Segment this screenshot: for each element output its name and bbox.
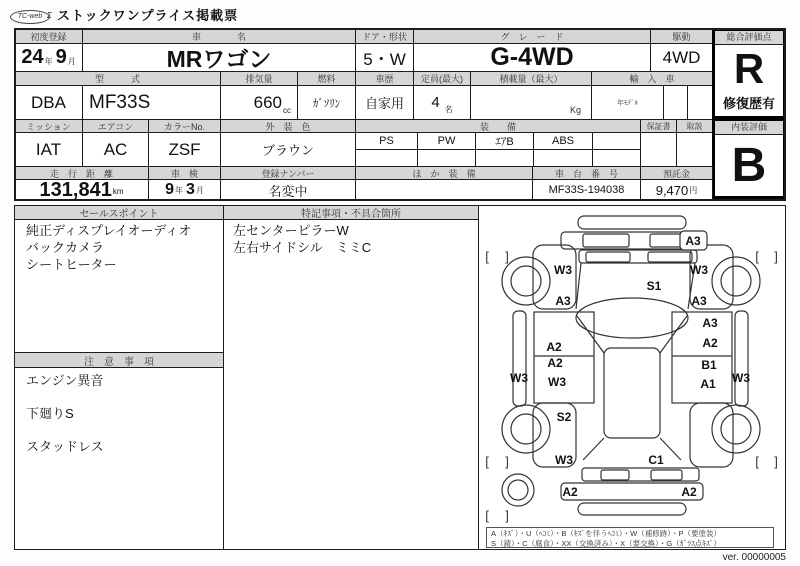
drive-value: 4WD — [650, 43, 713, 72]
header-mission: ミッション — [14, 119, 83, 133]
equipment-cell-pw: PW — [417, 132, 476, 150]
special-note-item: 左右サイドシル ミミC — [233, 240, 372, 255]
import-year-model-cell: 年ﾓﾃﾞﾙ — [591, 85, 664, 120]
fuel-value: ｶﾞｿﾘﾝ — [297, 85, 356, 120]
equipment-cell-empty-1 — [592, 132, 641, 150]
door-shape-value: 5・W — [355, 43, 414, 72]
cautions-list — [26, 372, 216, 455]
mission-value: IAT — [14, 132, 83, 167]
caution-item: エンジン異音 — [26, 373, 104, 388]
damage-label: W3 — [548, 375, 566, 389]
aircon-value: AC — [82, 132, 149, 167]
damage-legend-line: S（錆）・C（腐食）・XX（交換済み）・X（要交換）・G（ｶﾞﾗｽ点ｷｽﾞ） — [491, 538, 722, 548]
model-prefix-value: DBA — [14, 85, 83, 120]
corner-mark-icon: ] — [774, 249, 778, 264]
mileage-unit: km — [112, 187, 124, 196]
damage-label: A3 — [555, 294, 571, 308]
vehicle-damage-diagram — [479, 206, 785, 524]
equipment-cell-empty-3 — [417, 149, 476, 167]
corner-mark-icon: [ — [485, 454, 489, 469]
inspection-month-unit: 月 — [195, 186, 204, 195]
capacity-unit: 名 — [444, 105, 453, 114]
vehicle-outline-svg — [479, 206, 785, 524]
header-cautions: 注 意 事 項 — [14, 352, 224, 368]
damage-label: S1 — [646, 279, 662, 293]
deposit-value — [640, 179, 713, 201]
exterior-color-value: ブラウン — [220, 132, 356, 167]
equipment-cell-empty-4 — [475, 149, 534, 167]
damage-legend-line: A（ｷｽﾞ）・U（ﾍｺﾐ）・B（ｷｽﾞを伴うﾍｺﾐ）・W（補修跡）・P（要塗装） — [491, 529, 722, 538]
damage-label: A2 — [681, 485, 697, 499]
mileage-number: 131,841 — [39, 179, 112, 201]
interior-grade-value: B — [731, 139, 767, 192]
damage-label: C1 — [648, 453, 664, 467]
header-inspection: 車 検 — [148, 166, 221, 180]
grade-value: G-4WD — [413, 43, 651, 72]
damage-legend — [486, 527, 774, 548]
inspection-year: 9 — [165, 181, 174, 198]
header-door-shape: ドア・形状 — [355, 28, 414, 44]
header-history: 車歴 — [355, 71, 414, 86]
interior-grade-box — [712, 118, 786, 199]
corner-mark-icon: ] — [505, 454, 509, 469]
other-equipment-cell — [355, 179, 533, 201]
damage-label: A2 — [546, 340, 562, 354]
displacement-number: 660 — [253, 92, 282, 112]
special-note-item: 左センターピラーW — [233, 223, 349, 238]
first-registration-value — [14, 43, 83, 72]
manual-cell — [676, 132, 713, 167]
caution-item: スタッドレス — [26, 439, 104, 454]
sales-points-list — [26, 222, 216, 273]
model-code-value: MF33S — [82, 85, 221, 120]
header-grade: グ レ ー ド — [413, 28, 651, 44]
header-first-registration: 初度登録 — [14, 28, 83, 44]
damage-label: W3 — [690, 263, 708, 277]
damage-label: W3 — [510, 371, 528, 385]
chassis-number-value: MF33S-194038 — [532, 179, 641, 201]
equipment-cell-ps: PS — [355, 132, 418, 150]
equipment-cell-airbag: ｴｱB — [475, 132, 534, 150]
color-no-value: ZSF — [148, 132, 221, 167]
tcweb-logo-mark: Σ — [47, 11, 52, 20]
header-deposit: 預託金 — [640, 166, 713, 180]
header-interior-grade: 内装評価 — [715, 121, 783, 135]
car-name-value: MRワゴン — [82, 43, 356, 72]
capacity-value — [413, 85, 471, 120]
header-load: 積載量（最大） — [470, 71, 592, 86]
equipment-cell-abs: ABS — [533, 132, 593, 150]
corner-marks — [485, 249, 778, 523]
inspection-year-unit: 年 — [175, 186, 183, 195]
damage-label: A2 — [702, 336, 718, 350]
header-color-no: カラーNo. — [148, 119, 221, 133]
damage-label: A2 — [562, 485, 578, 499]
tcweb-logo-oval: TC-web — [10, 10, 50, 24]
load-value: Kg — [470, 85, 592, 120]
header-capacity: 定員(最大) — [413, 71, 471, 86]
damage-label: W3 — [732, 371, 750, 385]
damage-label: A1 — [700, 377, 716, 391]
damage-label: A2 — [547, 356, 563, 370]
displacement-unit: cc — [283, 106, 291, 115]
tcweb-logo — [10, 5, 52, 24]
header-fuel: 燃料 — [297, 71, 356, 86]
registration-value: 名変中 — [220, 179, 356, 201]
header-chassis: 車 台 番 号 — [532, 166, 641, 180]
header-other-equipment: ほ か 装 備 — [355, 166, 533, 180]
inspection-month: 3 — [186, 181, 195, 198]
first-registration-year: 24 — [21, 46, 44, 68]
sales-point-item: 純正ディスプレイオーディオ — [26, 223, 192, 238]
warranty-cell — [640, 132, 677, 167]
year-unit: 年 — [44, 57, 53, 66]
caution-item: 下廻りS — [26, 406, 74, 421]
header-exterior-color: 外 装 色 — [220, 119, 356, 133]
header-warranty: 保証書 — [640, 119, 677, 133]
header-equipment: 装 備 — [355, 119, 641, 133]
header-manual: 取説 — [676, 119, 713, 133]
history-value: 自家用 — [355, 85, 414, 120]
special-notes-panel — [223, 205, 479, 550]
corner-mark-icon: [ — [755, 249, 759, 264]
deposit-unit: 円 — [689, 186, 698, 195]
damage-labels — [510, 234, 750, 499]
import-empty-cell-2 — [687, 85, 713, 120]
header-import-car: 輸 入 車 — [591, 71, 713, 86]
damage-label: S2 — [556, 410, 572, 424]
version-text: ver. 00000005 — [722, 552, 786, 563]
corner-mark-icon: ] — [505, 249, 509, 264]
capacity-number: 4 — [431, 94, 440, 111]
car-body-outline — [502, 216, 760, 515]
damage-label: W3 — [554, 263, 572, 277]
sales-point-item: バックカメラ — [26, 240, 105, 255]
corner-mark-icon: ] — [505, 508, 509, 523]
special-notes-list — [233, 222, 473, 256]
header-mileage: 走 行 距 離 — [14, 166, 149, 180]
mileage-value — [14, 179, 149, 201]
damage-label: A3 — [685, 234, 701, 248]
damage-label: A3 — [702, 316, 718, 330]
overall-grade-box — [712, 28, 786, 119]
repair-history-note: 修復歴有 — [722, 96, 775, 111]
corner-mark-icon: [ — [485, 508, 489, 523]
displacement-value — [220, 85, 298, 120]
corner-mark-icon: [ — [485, 249, 489, 264]
inspection-value — [148, 179, 221, 201]
first-registration-month: 9 — [55, 46, 67, 68]
sales-point-item: シートヒーター — [26, 257, 117, 272]
header-registration: 登録ナンバー — [220, 166, 356, 180]
header-drive: 駆動 — [650, 28, 713, 44]
equipment-cell-empty-2 — [355, 149, 418, 167]
deposit-number: 9,470 — [655, 182, 689, 198]
page-title: ストックワンプライス掲載票 — [57, 8, 239, 23]
equipment-cell-empty-6 — [592, 149, 641, 167]
corner-mark-icon: ] — [774, 454, 778, 469]
header-displacement: 排気量 — [220, 71, 298, 86]
header-special-notes: 特記事項・不具合箇所 — [223, 205, 479, 220]
header-aircon: エアコン — [82, 119, 149, 133]
import-empty-cell-1 — [663, 85, 688, 120]
damage-label: A3 — [691, 294, 707, 308]
corner-mark-icon: [ — [755, 454, 759, 469]
damage-label: W3 — [555, 453, 573, 467]
overall-grade-value: R — [733, 45, 765, 92]
header-overall-grade: 総合評価点 — [715, 31, 783, 45]
header-car-name: 車 名 — [82, 28, 356, 44]
damage-label: B1 — [701, 358, 717, 372]
equipment-cell-empty-5 — [533, 149, 593, 167]
header-model: 型 式 — [14, 71, 221, 86]
header-sales-points: セールスポイント — [14, 205, 224, 220]
month-unit: 月 — [67, 57, 76, 66]
